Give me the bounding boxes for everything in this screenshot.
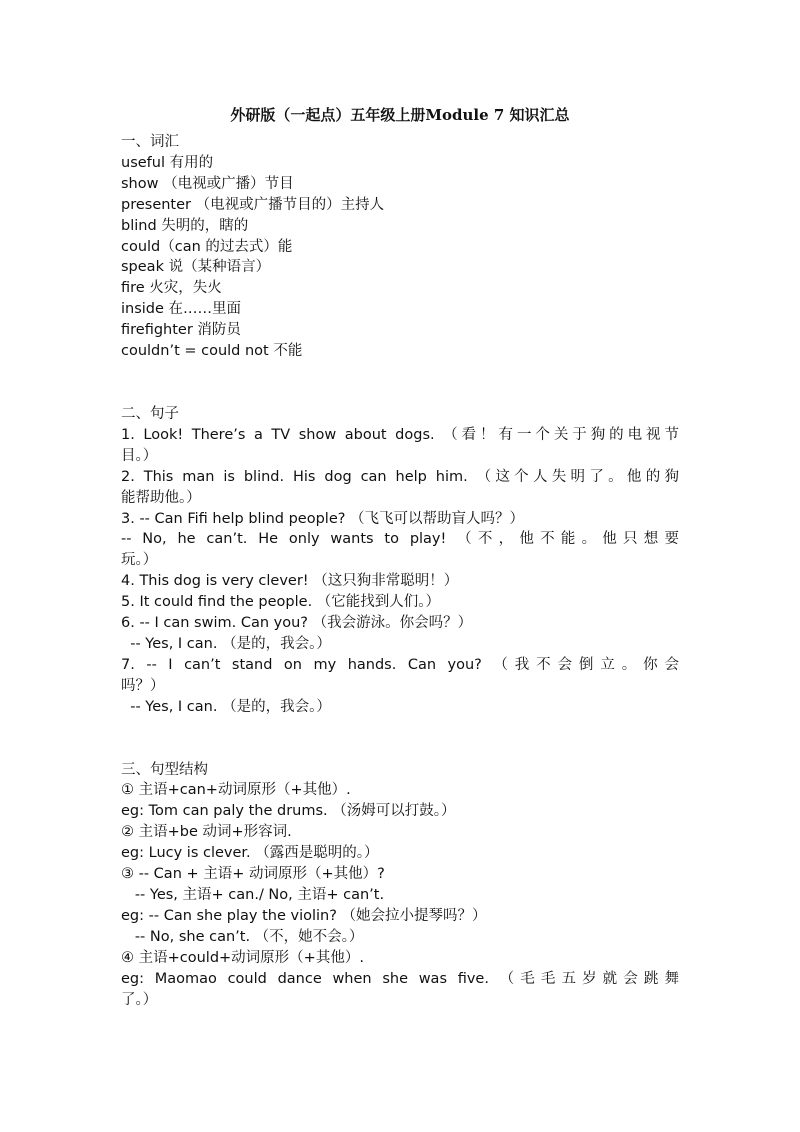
section-heading-sentences: 二、句子	[121, 405, 179, 422]
section-heading-structures: 三、句型结构	[121, 761, 208, 778]
sentence-line: 5. It could find the people. （它能找到人们。）	[121, 594, 441, 611]
pattern-line: ④ 主语+could+动词原形（+其他）.	[121, 949, 364, 966]
sentence-line: 6. -- I can swim. Can you? （我会游泳。你会吗？）	[121, 615, 473, 632]
vocab-item: could（can 的过去式）能	[121, 238, 293, 255]
example-line: eg: Lucy is clever. （露西是聪明的。）	[121, 845, 379, 862]
pattern-line: -- Yes, 主语+ can./ No, 主语+ can’t.	[121, 887, 385, 903]
sentence-line: -- No, he can’t. He only wants to play! （不，他不能。他只想要	[121, 531, 679, 548]
pattern-line: ③ -- Can + 主语+ 动词原形（+其他）?	[121, 866, 385, 883]
example-line: eg: Tom can paly the drums. （汤姆可以打鼓。）	[121, 803, 456, 820]
vocab-item: firefighter 消防员	[121, 322, 241, 339]
sentence-line: 目。）	[121, 447, 158, 464]
example-line: -- No, she can’t. （不，她不会。）	[121, 928, 364, 945]
vocab-item: presenter （电视或广播节目的）主持人	[121, 196, 385, 213]
sentence-line: 3. -- Can Fifi help blind people? （飞飞可以帮助盲人吗？）	[121, 510, 525, 527]
section-heading-vocabulary: 一、词汇	[121, 134, 179, 150]
section-spacer	[121, 718, 679, 760]
pattern-line: ② 主语+be 动词+形容词.	[121, 824, 292, 841]
vocab-item: useful 有用的	[121, 154, 214, 171]
structure-list	[121, 780, 679, 1010]
vocab-item: speak 说（某种语言）	[121, 259, 271, 276]
vocab-item: blind 失明的，瞎的	[121, 217, 249, 234]
vocabulary-list	[121, 153, 679, 362]
sentence-line: 4. This dog is very clever! （这只狗非常聪明！）	[121, 573, 459, 590]
page-title: 外研版（一起点）五年级上册Module 7 知识汇总	[230, 106, 570, 124]
document-body	[121, 104, 679, 1010]
sentence-line: 能帮助他。）	[121, 489, 201, 506]
sentence-line: 2. This man is blind. His dog can help him. （这个人失明了。他的狗	[121, 468, 679, 485]
sentence-line: 7. -- I can’t stand on my hands. Can you? （我不会倒立。你会	[121, 656, 679, 673]
sentence-line: 吗？）	[121, 677, 165, 694]
sentence-list	[121, 425, 679, 718]
pattern-line: ① 主语+can+动词原形（+其他）.	[121, 782, 351, 799]
example-line: eg: Maomao could dance when she was five. （毛毛五岁就会跳舞	[121, 970, 679, 987]
sentence-line: -- Yes, I can. （是的，我会。）	[121, 635, 331, 652]
sentence-line: 玩。）	[121, 552, 158, 569]
example-line: eg: -- Can she play the violin? （她会拉小提琴吗？）	[121, 907, 487, 924]
vocab-item: couldn’t = could not 不能	[121, 343, 303, 360]
vocab-item: inside 在……里面	[121, 301, 242, 318]
sentence-line: 1. Look! There’s a TV show about dogs. （看！有一个关于狗的电视节	[121, 426, 679, 443]
section-spacer	[121, 362, 679, 404]
vocab-item: show （电视或广播）节目	[121, 175, 294, 192]
vocab-item: fire 火灾，失火	[121, 280, 222, 297]
sentence-line: -- Yes, I can. （是的，我会。）	[121, 698, 331, 715]
example-line: 了。）	[121, 991, 158, 1008]
